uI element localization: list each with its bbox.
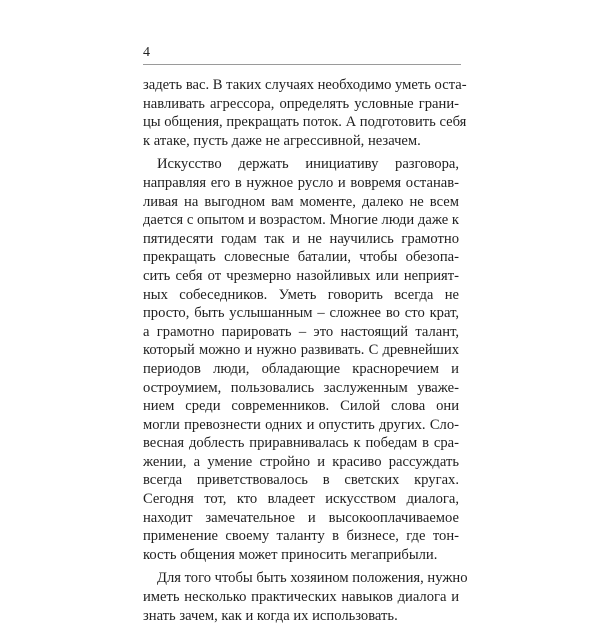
text-line: периодов люди, обладающие красноречием и: [143, 360, 459, 377]
text-line: жении, а умение стройно и красиво рассуждать: [143, 453, 459, 470]
text-line: ливая на выгодном вам моменте, далеко не всем: [143, 193, 459, 210]
text-line: могли превознести одних и опустить других. Сло-: [143, 416, 459, 433]
text-line: цы общения, прекращать поток. А подготовить себя: [143, 114, 467, 131]
text-line: Искусство держать инициативу разговора,: [157, 156, 459, 173]
text-line: применение своему таланту в бизнесе, где тон-: [143, 528, 459, 545]
text-line: находит замечательное и высокооплачиваемое: [143, 509, 459, 526]
text-line: к атаке, пусть даже не агрессивной, незачем.: [143, 132, 421, 149]
text-line: весная доблесть приравнивалась к победам в сра-: [143, 435, 459, 452]
text-line: который можно и нужно развивать. С древнейших: [143, 342, 459, 359]
paragraph-3: [143, 569, 468, 625]
text-line: ных собеседников. Уметь говорить всегда не: [143, 286, 459, 303]
text-line: всегда приветствовалось в светских кругах.: [143, 472, 459, 489]
header-rule: [143, 64, 461, 65]
text-line: навливать агрессора, определять условные грани-: [143, 95, 459, 112]
text-line: нием среди современников. Силой слова они: [143, 398, 459, 415]
text-line: Для того чтобы быть хозяином положения, нужно: [157, 570, 468, 587]
text-line: пятидесяти годам так и не научились грамотно: [143, 230, 459, 247]
body-text: [143, 76, 468, 625]
text-line: Сегодня тот, кто владеет искусством диалога,: [143, 491, 459, 508]
text-line: иметь несколько практических навыков диалога и: [143, 589, 459, 606]
text-line: сить себя от чрезмерно назойливых или неприят-: [143, 267, 459, 284]
text-line: направляя его в нужное русло и вовремя останав-: [143, 174, 459, 191]
text-line: остроумием, пользовались заслуженным уваже-: [143, 379, 459, 396]
text-line: знать зачем, как и когда их использовать.: [143, 607, 398, 624]
text-line: кость общения может приносить мегаприбыли.: [143, 546, 438, 563]
text-line: прекращать словесные баталии, чтобы обезопа-: [143, 249, 459, 266]
text-line: задеть вас. В таких случаях необходимо уметь оста-: [143, 77, 467, 93]
page-number: 4: [143, 45, 150, 60]
text-line: а грамотно парировать – это настоящий талант,: [143, 323, 459, 340]
paragraph-2: [143, 155, 459, 564]
text-line: дается с опытом и возрастом. Многие люди даже к: [143, 212, 459, 229]
paragraph-1: [143, 76, 467, 150]
text-line: просто, быть услышанным – сложнее во сто крат,: [143, 305, 459, 322]
